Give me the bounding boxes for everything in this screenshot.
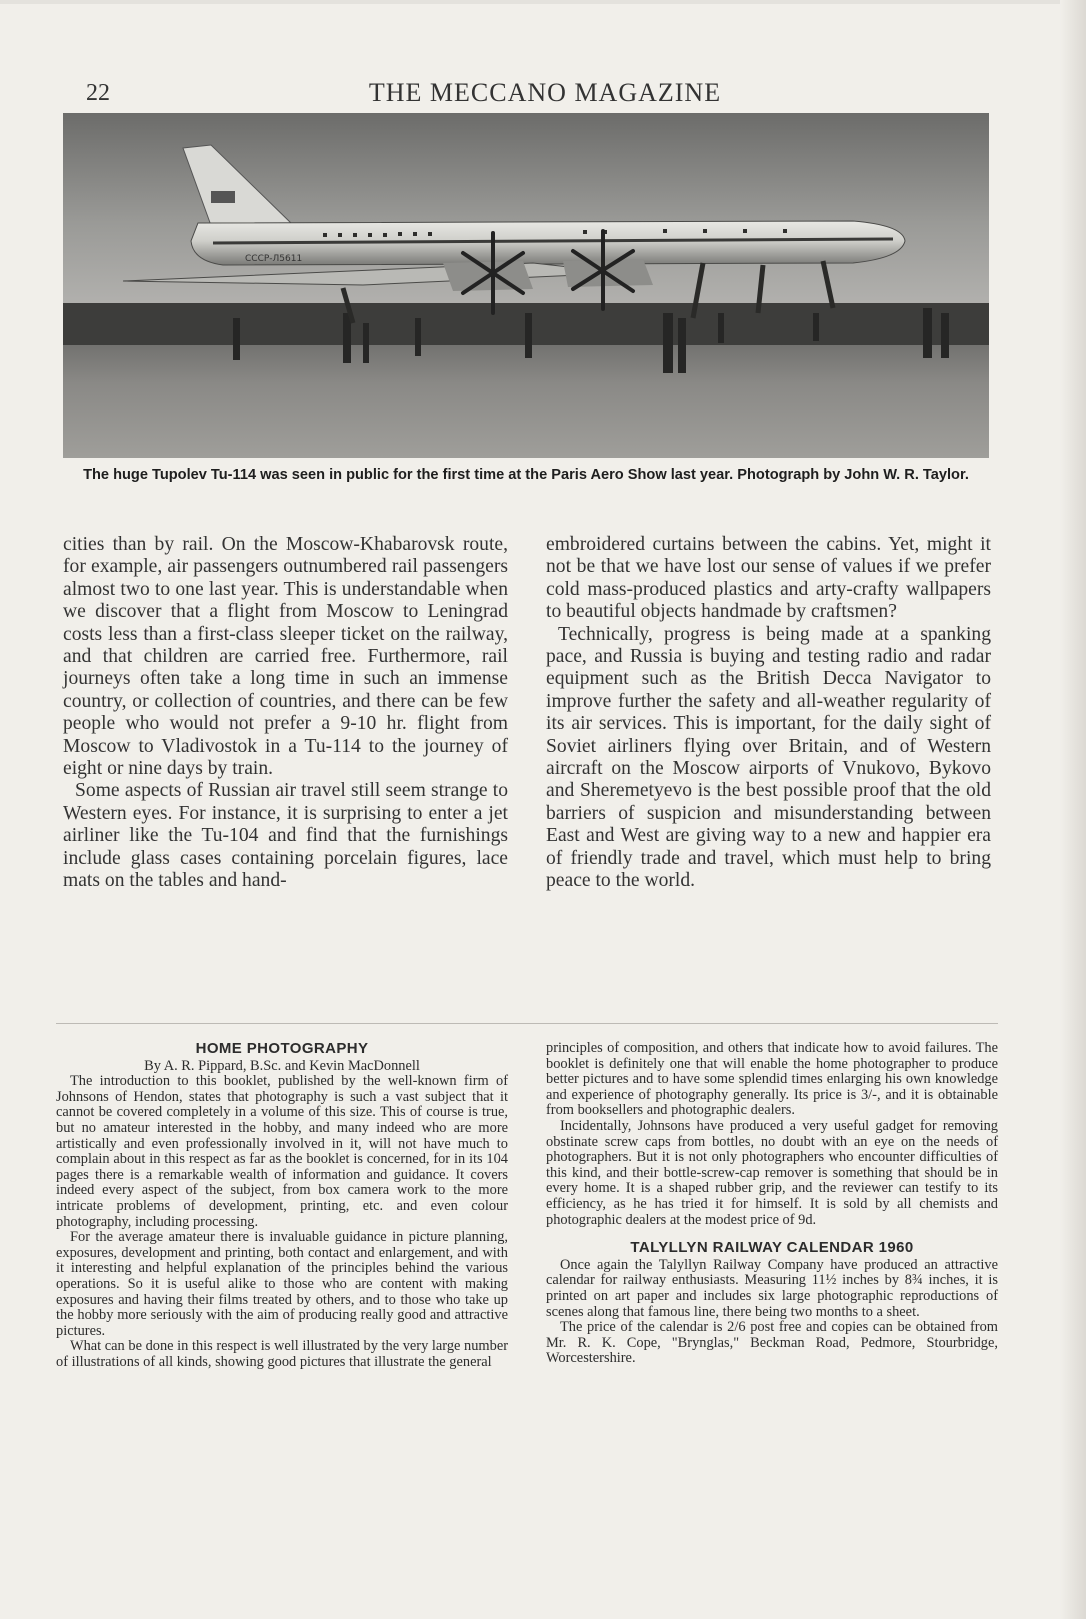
talyllyn-paragraph: The price of the calendar is 2/6 post free and copies can be obtained from Mr. R. K. Cope, "Brynglas," Beckman Road, Pedmore, Stourbridge, Worcestershire. [546,1319,998,1367]
review-paragraph: The introduction to this booklet, published by the well-known firm of Johnsons of Hendon, states that photography is such a vast subject that it cannot be covered completely in a volume of this size. This of course is true, but no amateur interested in the hobby, and many indeed who are more artistically and even professionally involved in it, will not have much to complain about in this respect as far as the booklet is concerned, for in its 104 pages there is a remarkable wealth of information and guidance. It covers indeed every aspect of the subject, from box camera work to the more intricate problems of development, printing, etc. and even colour photography, including processing. [56,1073,508,1230]
article-paragraph: cities than by rail. On the Moscow-Khabarovsk route, for example, air passengers outnumbered rail passengers almost two to one last year. This is understandable when we discover that a flight from Moscow to Leningrad costs less than a first-class sleeper ticket on the railway, and that children are carried free. Furthermore, rail journeys often take a long time in such an immense country, or collection of countries, and there can be few people who would not prefer a 9-10 hr. flight from Moscow to Vladivostok in a Tu-114 to the journey of eight or nine days by train. [63,534,508,780]
article-paragraph: Technically, progress is being made at a spanking pace, and Russia is buying and testing radio and radar equipment such as the British Decca Navigator to improve further the safety and all-weather regularity of its air services. This is important, for the daily sight of Soviet airliners flying over Britain, and of Western aircraft on the Moscow airports of Vnukovo, Bykovo and Sheremetyevo is the best possible proof that the old barriers of suspicion and misunderstanding between East and West are giving way to a new and happier era of friendly trade and travel, which must help to bring peace to the world. [546,623,991,892]
review-column-right [546,1041,998,1367]
home-photography-heading: HOME PHOTOGRAPHY [195,1040,369,1057]
article-column-left [63,534,508,893]
magazine-title: THE MECCANO MAGAZINE [368,78,722,107]
aircraft-photograph [63,113,989,458]
review-paragraph: What can be done in this respect is well illustrated by the very large number of illustrations of all kinds, showing good pictures that illustrate the general [56,1338,508,1370]
page-number: 22 [86,80,110,106]
page-top-edge [0,0,1086,4]
home-photography-byline: By A. R. Pippard, B.Sc. and Kevin MacDonnell [144,1057,420,1074]
review-paragraph: Incidentally, Johnsons have produced a very useful gadget for removing obstinate screw caps from bottles, no doubt with an eye on the needs of photographers. But it is not only photographers who encounter difficulties of this kind, and their bottle-screw-cap remover is something that should be in every home. It is a shaped rubber grip, and the reviewer can testify to its efficiency, as he has tried it for himself. It is sold by all chemists and photographic dealers at the modest price of 9d. [546,1117,998,1228]
article-paragraph: embroidered curtains between the cabins. Yet, might it not be that we have lost our sense of values if we prefer cold mass-produced plastics and arty-crafty wallpapers to beautiful objects handmade by craftsmen? [546,534,991,623]
article-column-right [546,534,991,893]
page-binding-shadow [1060,0,1086,1619]
review-column-left [56,1041,508,1370]
section-divider [56,1023,998,1024]
review-paragraph: principles of composition, and others that indicate how to avoid failures. The booklet is definitely one that will enable the home photographer to produce better pictures and to have some splendid times enlarging his own knowledge and experience of photography generally. Its price is 3/-, and it is obtainable from booksellers and photographic dealers. [546,1040,998,1119]
talyllyn-heading: TALYLLYN RAILWAY CALENDAR 1960 [630,1239,914,1257]
article-paragraph: Some aspects of Russian air travel still seem strange to Western eyes. For instance, it is surprising to enter a jet airliner like the Tu-104 and find that the furnishings include glass cases containing porcelain figures, lace mats on the tables and hand- [63,780,508,892]
review-paragraph: For the average amateur there is invaluable guidance in picture planning, exposures, development and printing, both contact and enlargement, and with it interesting and helpful explanation of the principles behind the various operations. So it is useful alike to those who are content with making exposures and having their films treated by others, and to those who take up the hobby more seriously with the aim of producing really good and attractive pictures. [56,1229,508,1339]
tail-flag [211,191,235,203]
photo-caption: The huge Tupolev Tu-114 was seen in public for the first time at the Paris Aero Show last year. Photograph by John W. R. Taylor. [83,467,969,483]
registration-marking: СССР-Л5611 [245,254,303,264]
talyllyn-paragraph: Once again the Talyllyn Railway Company have produced an attractive calendar for railway enthusiasts. Measuring 11½ inches by 8¾ inches, it is printed on art paper and includes six large photographic reproductions of scenes along that famous line, there being two months to a sheet. [546,1256,998,1320]
